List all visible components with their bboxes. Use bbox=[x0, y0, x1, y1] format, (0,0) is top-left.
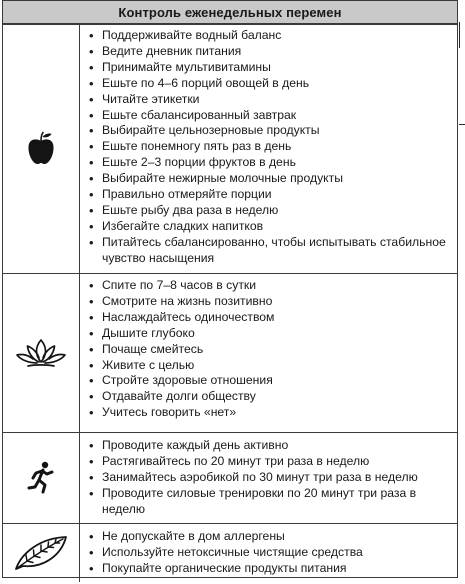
list-item: • Ешьте понемногу пять раз в день bbox=[88, 139, 451, 155]
list-item: • Проводите каждый день активно bbox=[88, 438, 451, 454]
list-item: • Стройте здоровые отношения bbox=[88, 373, 451, 389]
list-item: • Избегайте сладких напитков bbox=[88, 219, 451, 235]
list-item: • Спите по 7–8 часов в сутки bbox=[88, 278, 451, 294]
list-item: • Используйте нетоксичные чистящие средства bbox=[88, 545, 451, 561]
activity-list-cell bbox=[80, 433, 457, 523]
list-item: • Правильно отмеряйте порции bbox=[88, 187, 451, 203]
activity-section bbox=[3, 432, 457, 523]
list-item: • Почаще смейтесь bbox=[88, 342, 451, 358]
nutrition-list bbox=[88, 28, 451, 267]
list-item: • Питайтесь сбалансированно, чтобы испытывать стабильное чувство насыщения bbox=[88, 235, 451, 267]
weekly-changes-table bbox=[2, 0, 458, 578]
page-edge-mark bbox=[459, 22, 460, 48]
list-item: • Живите с целью bbox=[88, 358, 451, 374]
table-title: Контроль еженедельных перемен bbox=[3, 1, 457, 24]
list-item: • Ешьте 2–3 порции фруктов в день bbox=[88, 155, 451, 171]
list-item: • Занимайтесь аэробикой по 30 минут три раза в неделю bbox=[88, 470, 451, 486]
nutrition-section bbox=[3, 24, 457, 273]
list-item: • Растягивайтесь по 20 минут три раза в неделю bbox=[88, 454, 451, 470]
nutrition-icon-cell bbox=[3, 25, 80, 273]
list-item: • Принимайте мультивитамины bbox=[88, 60, 451, 76]
wellbeing-list-cell bbox=[80, 274, 457, 432]
list-item: • Смотрите на жизнь позитивно bbox=[88, 294, 451, 310]
wellbeing-icon-cell bbox=[3, 274, 80, 432]
list-item: • Выбирайте нежирные молочные продукты bbox=[88, 171, 451, 187]
nutrition-list-cell bbox=[80, 25, 457, 273]
list-item: • Учитесь говорить «нет» bbox=[88, 405, 451, 421]
list-item: • Выбирайте цельнозерновые продукты bbox=[88, 123, 451, 139]
apple-icon bbox=[26, 131, 56, 167]
leaf-icon bbox=[13, 534, 69, 572]
list-item: • Ешьте по 4–6 порций овощей в день bbox=[88, 76, 451, 92]
list-item: • Поддерживайте водный баланс bbox=[88, 28, 451, 44]
list-item: • Ведите дневник питания bbox=[88, 44, 451, 60]
list-item: • Не допускайте в дом аллергены bbox=[88, 529, 451, 545]
list-item: • Читайте этикетки bbox=[88, 92, 451, 108]
list-item: • Ешьте рыбу два раза в неделю bbox=[88, 203, 451, 219]
running-person-icon bbox=[26, 461, 56, 495]
list-item: • Проводите силовые тренировки по 20 минут три раза в неделю bbox=[88, 486, 451, 518]
list-item: • Дышите глубоко bbox=[88, 326, 451, 342]
lotus-icon bbox=[15, 338, 67, 368]
environment-list-cell bbox=[80, 524, 457, 582]
wellbeing-list bbox=[88, 278, 451, 421]
list-item: • Покупайте органические продукты питания bbox=[88, 561, 451, 577]
environment-section bbox=[3, 523, 457, 582]
list-item: • Ешьте сбалансированный завтрак bbox=[88, 108, 451, 124]
environment-icon-cell bbox=[3, 524, 80, 582]
list-item: • Наслаждайтесь одиночеством bbox=[88, 310, 451, 326]
activity-icon-cell bbox=[3, 433, 80, 523]
wellbeing-section bbox=[3, 273, 457, 432]
page-edge-mark bbox=[459, 124, 465, 125]
activity-list bbox=[88, 438, 451, 518]
environment-list bbox=[88, 529, 451, 577]
list-item: • Отдавайте долги обществу bbox=[88, 389, 451, 405]
